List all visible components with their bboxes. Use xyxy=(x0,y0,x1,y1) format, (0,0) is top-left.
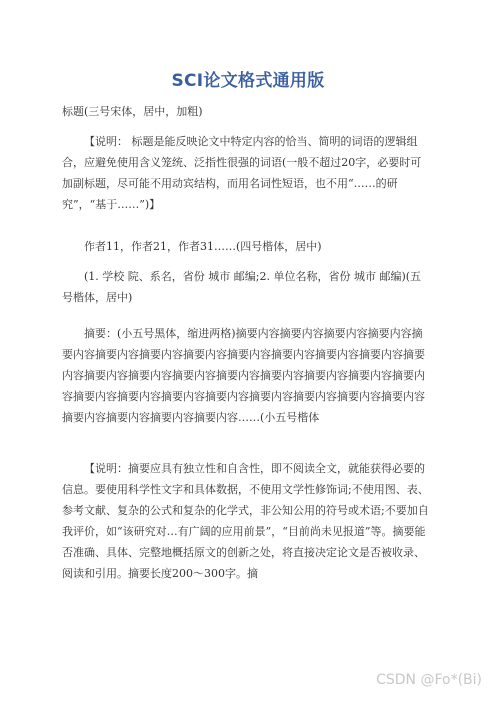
title-note-paragraph: 【说明： 标题是能反映论文中特定内容的恰当、简明的词语的逻辑组合，应避免使用含义笼统、泛指性很强的词语(一般不超过20字，必要时可加副标题，尽可能不用动宾结构，而用名词性短语，也不用“……的研究”，“基于……”)】 xyxy=(62,135,422,211)
abstract-paragraph: 摘要：(小五号黑体，缩进两格)摘要内容摘要内容摘要内容摘要内容摘要内容摘要内容摘要内容摘要内容摘要内容摘要内容摘要内容摘要内容摘要内容摘要内容摘要内容摘要内容摘要内容摘要内容摘要内容摘要内容摘要内容摘要内容摘要内容摘要内容摘要内容摘要内容摘要内容摘要内容摘要内容摘要内容摘要内容摘要内容摘要内容……(小五号楷体 xyxy=(62,327,425,424)
authors-paragraph: 作者11，作者21，作者31……(四号楷体，居中) xyxy=(84,240,322,253)
title-format-paragraph: 标题(三号宋体，居中，加粗) xyxy=(62,105,203,118)
abstract-note-paragraph: 【说明：摘要应具有独立性和自含性，即不阅读全文，就能获得必要的信息。要使用科学性文字和具体数据，不使用文学性修饰词;不使用图、表、参考文献、复杂的公式和复杂的化学式，非公知公用的符号或术语;不要加自我评价，如“该研究对…有广阔的应用前景”，“目前尚未见报道”等。摘要能否准确、具体、完整地概括原文的创新之处，将直接决定论文是否被收录、阅读和引用。摘要长度200～300字。摘 xyxy=(62,462,429,580)
affiliation-paragraph: (1. 学校 院、系名，省份 城市 邮编;2. 单位名称，省份 城市 邮编)(五号楷体，居中) xyxy=(62,270,422,304)
document-title: SCI论文格式通用版 xyxy=(171,71,325,91)
csdn-watermark: CSDN @Fo*(Bi) xyxy=(376,672,482,688)
